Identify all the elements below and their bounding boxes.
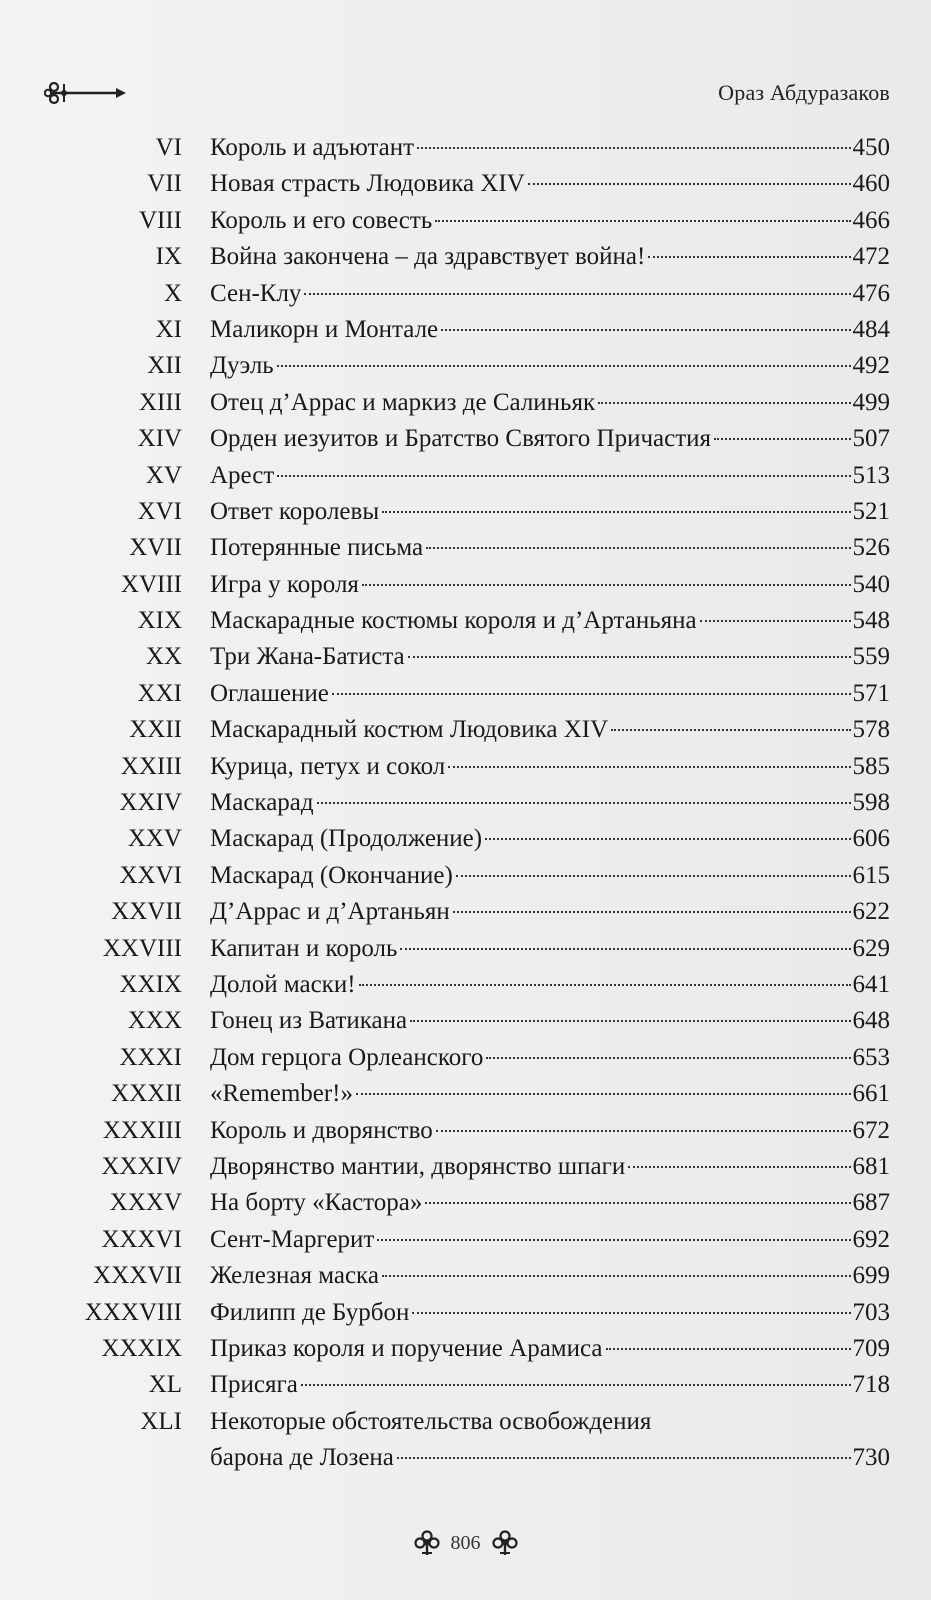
table-of-contents: [0, 132, 931, 1478]
toc-entry: [210, 243, 890, 275]
toc-row: [0, 1078, 931, 1114]
toc-entry: [210, 134, 890, 166]
toc-entry: [210, 607, 890, 639]
chapter-page-number: 513: [852, 461, 890, 489]
chapter-title: Гонец из Ватикана: [210, 1007, 408, 1035]
toc-entry: [210, 1189, 890, 1221]
chapter-page-number: 559: [852, 643, 890, 671]
toc-entry: [210, 534, 890, 566]
chapter-numeral: XVIII: [120, 570, 182, 598]
toc-row: [0, 350, 931, 386]
chapter-title: Д’Аррас и д’Артаньян: [210, 898, 450, 926]
fleuron-left-icon: [411, 1528, 443, 1558]
toc-row: [0, 969, 931, 1005]
chapter-numeral: XL: [148, 1371, 182, 1399]
toc-entry: [210, 789, 890, 821]
dot-leader: [332, 693, 851, 695]
chapter-numeral: XVI: [137, 497, 182, 525]
chapter-title: Маскарад: [210, 789, 314, 817]
chapter-numeral: VII: [147, 170, 182, 198]
chapter-page-number: 526: [852, 534, 890, 562]
chapter-page-number: 615: [852, 861, 890, 889]
fleuron-arrow-icon: [44, 78, 128, 108]
chapter-title: Дворянство мантии, дворянство шпаги: [210, 1152, 626, 1180]
chapter-numeral: XXXII: [111, 1080, 182, 1108]
chapter-title: Король и его совесть: [210, 206, 433, 234]
chapter-page-number: 585: [852, 752, 890, 780]
toc-entry: [210, 280, 890, 312]
chapter-page-number: 681: [852, 1152, 890, 1180]
chapter-page-number: 648: [852, 1007, 890, 1035]
chapter-page-number: 641: [852, 970, 890, 998]
chapter-page-number: 492: [852, 352, 890, 380]
chapter-page-number: 703: [852, 1298, 890, 1326]
toc-row: [0, 532, 931, 568]
dot-leader: [441, 329, 850, 331]
chapter-title: Арест: [210, 461, 275, 489]
chapter-page-number: 450: [852, 134, 890, 161]
chapter-numeral: XX: [145, 643, 182, 671]
dot-leader: [606, 1348, 851, 1350]
toc-row: [0, 241, 931, 277]
toc-row: [0, 1224, 931, 1260]
chapter-title: Война закончена – да здравствует война!: [210, 243, 646, 271]
chapter-numeral: XXXIII: [102, 1116, 182, 1144]
toc-entry: [210, 1044, 890, 1076]
toc-entry: [210, 352, 890, 384]
toc-entry: [210, 207, 890, 239]
chapter-title: Отец д’Аррас и маркиз де Салиньяк: [210, 388, 596, 416]
toc-row: [0, 1115, 931, 1151]
dot-leader: [397, 1457, 851, 1459]
chapter-numeral: XII: [147, 352, 182, 380]
chapter-page-number: 718: [852, 1371, 890, 1399]
dot-leader: [426, 547, 850, 549]
chapter-numeral: XXXI: [119, 1043, 182, 1071]
chapter-title: Маскарад (Окончание): [210, 861, 453, 889]
toc-entry: [210, 498, 890, 530]
dot-leader: [362, 584, 851, 586]
dot-leader: [436, 1130, 851, 1132]
chapter-title: Орден иезуитов и Братство Святого Причастия: [210, 425, 712, 453]
toc-entry: [210, 389, 890, 421]
dot-leader: [528, 183, 851, 185]
chapter-numeral: XVII: [129, 534, 182, 562]
chapter-title: Король и дворянство: [210, 1116, 433, 1144]
toc-row: [0, 787, 931, 823]
chapter-page-number: 578: [852, 716, 890, 744]
header-author: Ораз Абдуразаков: [718, 80, 890, 105]
chapter-numeral: XXX: [127, 1007, 182, 1035]
chapter-numeral: X: [163, 279, 182, 307]
chapter-title: Дуэль: [210, 352, 274, 380]
chapter-numeral: XXII: [129, 716, 182, 744]
chapter-title: На борту «Кастора»: [210, 1189, 423, 1217]
chapter-page-number: 709: [852, 1334, 890, 1362]
dot-leader: [700, 620, 851, 622]
chapter-numeral: XXXVI: [101, 1225, 182, 1253]
chapter-page-number: 460: [852, 170, 890, 198]
chapter-numeral: XXI: [137, 679, 182, 707]
toc-row: [0, 1151, 931, 1187]
chapter-numeral: IX: [155, 243, 182, 271]
page-footer: [0, 1528, 931, 1568]
toc-entry: [210, 425, 890, 457]
dot-leader: [486, 1057, 850, 1059]
toc-row: [0, 641, 931, 677]
chapter-title: Железная маска: [210, 1262, 379, 1290]
chapter-title: Маскарадные костюмы короля и д’Артаньяна: [210, 607, 697, 635]
chapter-page-number: 472: [852, 243, 890, 271]
dot-leader: [277, 365, 851, 367]
chapter-page-number: 622: [852, 898, 890, 926]
dot-leader: [425, 1202, 850, 1204]
toc-entry: [210, 753, 890, 785]
toc-row: [0, 387, 931, 423]
toc-entry: [210, 1007, 890, 1039]
dot-leader: [611, 729, 850, 731]
chapter-numeral: XIX: [137, 607, 182, 635]
chapter-numeral: XXVIII: [102, 934, 182, 962]
chapter-title: Маликорн и Монтале: [210, 315, 439, 343]
chapter-page-number: 629: [852, 934, 890, 962]
chapter-page-number: 653: [852, 1043, 890, 1071]
dot-leader: [628, 1166, 850, 1168]
dot-leader: [453, 911, 851, 913]
chapter-numeral: XV: [145, 461, 182, 489]
toc-entry: [210, 1262, 890, 1294]
chapter-title: Маскарадный костюм Людовика XIV: [210, 716, 609, 744]
toc-entry: [210, 571, 890, 603]
toc-row: [0, 168, 931, 204]
dot-leader: [485, 838, 850, 840]
chapter-title: «Remember!»: [210, 1080, 354, 1108]
chapter-title: Новая страсть Людовика XIV: [210, 170, 525, 198]
fleuron-right-icon: [489, 1528, 521, 1558]
toc-row: [0, 496, 931, 532]
chapter-title: Капитан и король: [210, 934, 398, 962]
toc-entry: [210, 716, 890, 748]
toc-entry: [210, 1080, 890, 1112]
chapter-page-number: 692: [852, 1225, 890, 1253]
toc-row: [0, 1260, 931, 1296]
toc-entry: [210, 1117, 890, 1149]
chapter-numeral: XIV: [137, 425, 182, 453]
chapter-title: Ответ королевы: [210, 497, 380, 525]
chapter-page-number: 507: [852, 425, 890, 453]
toc-row: [0, 1042, 931, 1078]
toc-row: [0, 278, 931, 314]
toc-row: [0, 896, 931, 932]
toc-entry: [210, 170, 890, 202]
dot-leader: [410, 1020, 850, 1022]
toc-entry: [210, 462, 890, 494]
chapter-numeral: XXV: [127, 825, 182, 853]
toc-entry: [210, 1335, 890, 1367]
toc-row: [0, 423, 931, 459]
toc-row: [0, 460, 931, 496]
toc-row: [0, 933, 931, 969]
dot-leader: [377, 1239, 850, 1241]
dot-leader: [317, 802, 851, 804]
toc-row: [0, 860, 931, 896]
dot-leader: [400, 948, 850, 950]
toc-entry: [210, 316, 890, 348]
toc-row: [0, 569, 931, 605]
toc-row: [0, 1333, 931, 1369]
chapter-page-number: 540: [852, 570, 890, 598]
chapter-title: Приказ короля и поручение Арамиса: [210, 1334, 603, 1362]
chapter-title: Сен-Клу: [210, 279, 302, 307]
chapter-page-number: 606: [852, 825, 890, 853]
dot-leader: [408, 656, 851, 658]
toc-row: [0, 823, 931, 859]
chapter-page-number: 598: [852, 789, 890, 817]
chapter-numeral: XXXVIII: [84, 1298, 182, 1326]
chapter-page-number: 672: [852, 1116, 890, 1144]
dot-leader: [714, 438, 850, 440]
chapter-title: Курица, петух и сокол: [210, 752, 446, 780]
chapter-numeral: XXXVII: [93, 1262, 182, 1290]
chapter-numeral: XXVII: [111, 898, 182, 926]
toc-row: [0, 1187, 931, 1223]
toc-entry: [210, 1371, 890, 1403]
running-header: [44, 76, 890, 112]
chapter-numeral: XXIV: [119, 789, 182, 817]
chapter-numeral: XLI: [140, 1407, 182, 1435]
dot-leader: [598, 402, 850, 404]
chapter-numeral: XXVI: [119, 861, 182, 889]
toc-row: [0, 1005, 931, 1041]
page-number: 806: [450, 1531, 481, 1554]
chapter-title: Король и адъютант: [210, 134, 415, 161]
dot-leader: [456, 875, 851, 877]
chapter-numeral: XIII: [138, 388, 182, 416]
toc-entry: [210, 898, 890, 930]
chapter-page-number: 548: [852, 607, 890, 635]
dot-leader: [382, 511, 850, 513]
chapter-title-line1: Некоторые обстоятельства освобождения: [210, 1407, 652, 1435]
chapter-numeral: XXXIX: [101, 1334, 182, 1362]
toc-entry: [210, 935, 890, 967]
chapter-title: Долой маски!: [210, 970, 356, 998]
chapter-title: Маскарад (Продолжение): [210, 825, 483, 853]
chapter-page-number: 484: [852, 315, 890, 343]
chapter-title: Оглашение: [210, 679, 329, 707]
toc-entry: [210, 1226, 890, 1258]
toc-row: [0, 314, 931, 350]
dot-leader: [448, 766, 850, 768]
chapter-title: Сент-Маргерит: [210, 1225, 375, 1253]
chapter-page-number: 466: [852, 206, 890, 234]
chapter-title: Три Жана-Батиста: [210, 643, 405, 671]
chapter-page-number: 521: [852, 497, 890, 525]
toc-entry: [210, 643, 890, 675]
toc-entry: [210, 1299, 890, 1331]
chapter-numeral: XI: [155, 315, 182, 343]
chapter-page-number: 699: [852, 1262, 890, 1290]
toc-row: [0, 605, 931, 641]
chapter-page-number: 476: [852, 279, 890, 307]
toc-row: [0, 132, 931, 168]
toc-entry: [210, 680, 890, 712]
toc-entry: [210, 971, 890, 1003]
dot-leader: [417, 147, 850, 149]
dot-leader: [359, 984, 851, 986]
chapter-numeral: VIII: [138, 206, 182, 234]
chapter-title-line2: барона де Лозена: [210, 1443, 394, 1471]
dot-leader: [648, 256, 850, 258]
toc-row: [0, 714, 931, 750]
toc-row: [0, 205, 931, 241]
toc-entry: [210, 862, 890, 894]
chapter-numeral: XXXV: [109, 1189, 182, 1217]
toc-row: [0, 1369, 931, 1405]
toc-row: [0, 678, 931, 714]
toc-entry: [210, 825, 890, 857]
toc-entry: [210, 1153, 890, 1185]
chapter-numeral: XXIII: [120, 752, 182, 780]
chapter-page-number: 687: [852, 1189, 890, 1217]
chapter-title: Присяга: [210, 1371, 298, 1399]
toc-row: [0, 1406, 931, 1479]
dot-leader: [412, 1312, 850, 1314]
chapter-title: Игра у короля: [210, 570, 359, 598]
dot-leader: [277, 475, 850, 477]
dot-leader: [356, 1093, 850, 1095]
toc-row: [0, 751, 931, 787]
chapter-title: Дом герцога Орлеанского: [210, 1043, 484, 1071]
chapter-page-number: 730: [852, 1443, 890, 1471]
chapter-title: Потерянные письма: [210, 534, 424, 562]
chapter-page-number: 571: [852, 679, 890, 707]
chapter-title: Филипп де Бурбон: [210, 1298, 410, 1326]
dot-leader: [382, 1275, 851, 1277]
dot-leader: [304, 293, 850, 295]
dot-leader: [435, 220, 850, 222]
chapter-page-number: 499: [852, 388, 890, 416]
chapter-numeral: VI: [155, 134, 182, 161]
toc-entry: [210, 1444, 890, 1476]
chapter-numeral: XXXIV: [101, 1152, 182, 1180]
chapter-page-number: 661: [852, 1080, 890, 1108]
chapter-numeral: XXIX: [119, 970, 182, 998]
dot-leader: [301, 1384, 851, 1386]
toc-row: [0, 1297, 931, 1333]
